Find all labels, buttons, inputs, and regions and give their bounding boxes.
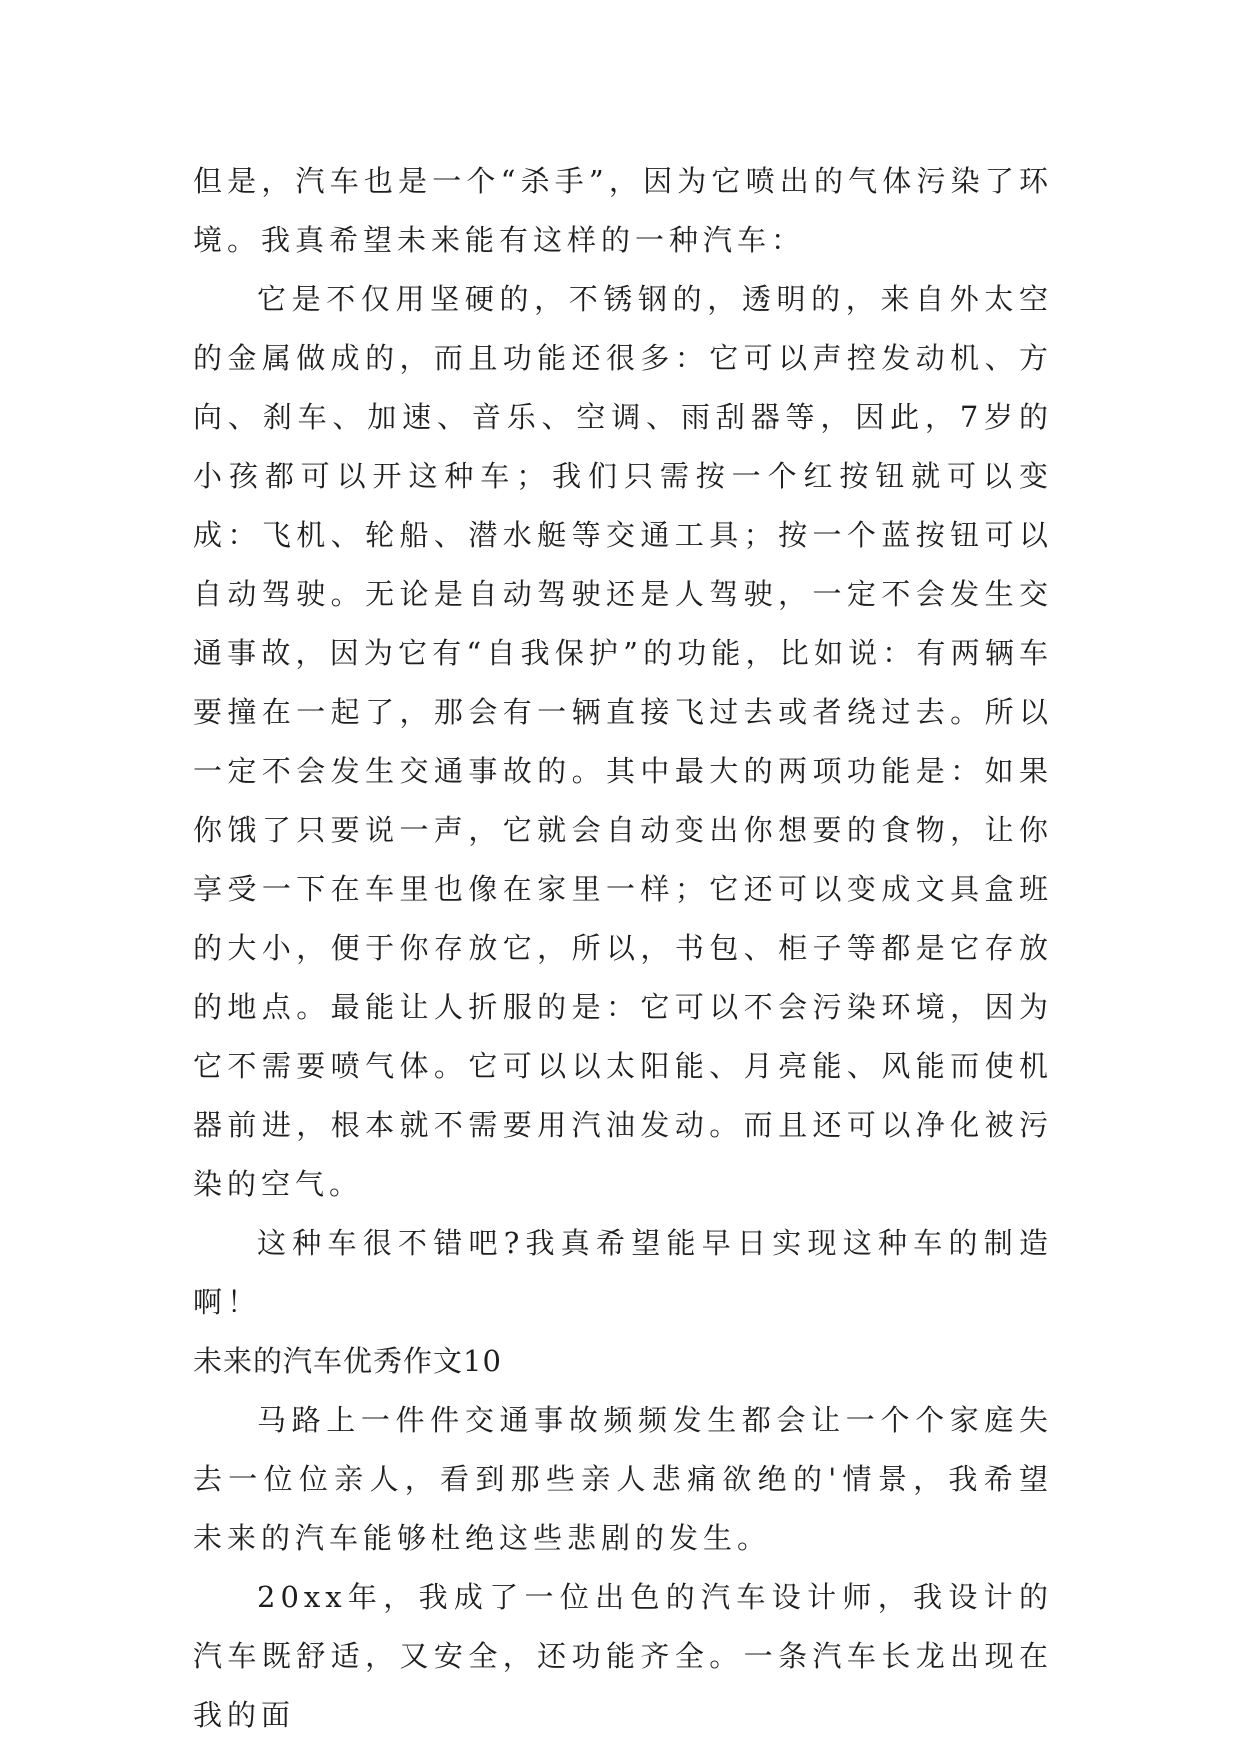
section-paragraph-2: 20xx年，我成了一位出色的汽车设计师，我设计的汽车既舒适，又安全，还功能齐全。一条汽车长龙出现在我的面 [193,1580,1053,1732]
paragraph-1: 但是，汽车也是一个“杀手”，因为它喷出的气体污染了环境。我真希望未来能有这样的一种汽车： [193,164,1053,257]
section-title: 未来的汽车优秀作文10 [193,1344,502,1378]
paragraph-3: 这种车很不错吧?我真希望能早日实现这种车的制造啊！ [193,1226,1053,1319]
document-body [193,152,1053,1745]
paragraph-2: 它是不仅用坚硬的，不锈钢的，透明的，来自外太空的金属做成的，而且功能还很多：它可以声控发动机、方向、刹车、加速、音乐、空调、雨刮器等，因此，7岁的小孩都可以开这种车；我们只需按一个红按钮就可以变成：飞机、轮船、潜水艇等交通工具；按一个蓝按钮可以自动驾驶。无论是自动驾驶还是人驾驶，一定不会发生交通事故，因为它有“自我保护”的功能，比如说：有两辆车要撞在一起了，那会有一辆直接飞过去或者绕过去。所以一定不会发生交通事故的。其中最大的两项功能是：如果你饿了只要说一声，它就会自动变出你想要的食物，让你享受一下在车里也像在家里一样；它还可以变成文具盒班的大小，便于你存放它，所以，书包、柜子等都是它存放的地点。最能让人折服的是：它可以不会污染环境，因为它不需要喷气体。它可以以太阳能、月亮能、风能而使机器前进，根本就不需要用汽油发动。而且还可以净化被污染的空气。 [193,282,1053,1201]
section-paragraph-1: 马路上一件件交通事故频频发生都会让一个个家庭失去一位位亲人，看到那些亲人悲痛欲绝的'情景，我希望未来的汽车能够杜绝这些悲剧的发生。 [193,1403,1053,1555]
